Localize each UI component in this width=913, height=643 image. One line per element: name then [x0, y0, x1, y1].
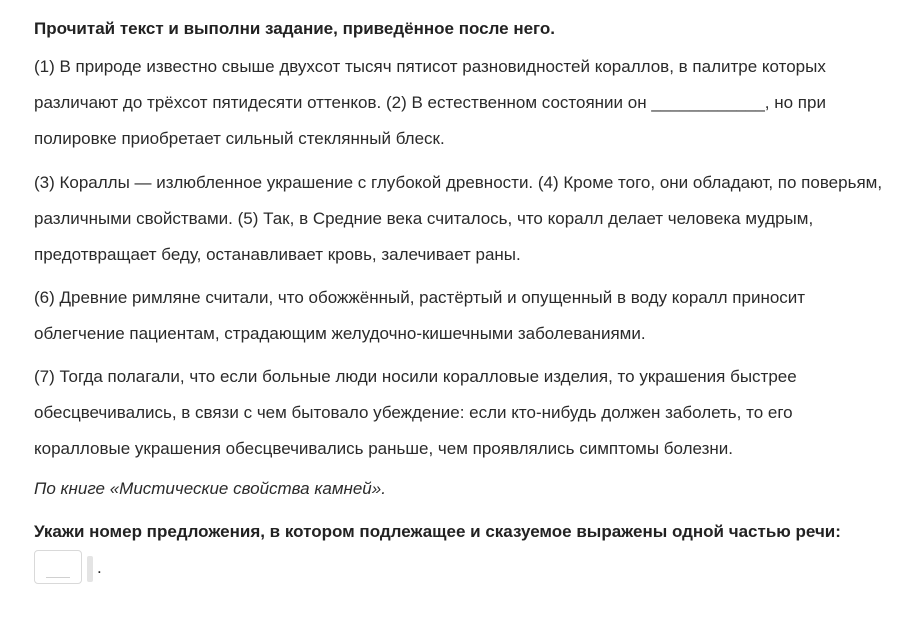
answer-underline	[46, 577, 70, 578]
text-source: По книге «Мистические свойства камней».	[34, 479, 386, 498]
task-content	[34, 14, 884, 587]
text-paragraph-2: (3) Кораллы — излюбленное украшение с глубокой древности. (4) Кроме того, они обладают, по поверьям, различными свойствами. (5) Так, в Средние века считалось, что коралл делает человека мудрым, предотвращает беду, останавливает кровь, залечивает раны.	[34, 173, 883, 264]
answer-resize-handle	[87, 556, 93, 582]
text-paragraph-4: (7) Тогда полагали, что если больные люди носили коралловые изделия, то украшения быстрее обесцвечивались, в связи с чем бытовало убеждение: если кто-нибудь должен заболеть, то его коралловые украшения обесцвечивались раньше, чем проявлялись симптомы болезни.	[34, 367, 797, 458]
question-block	[34, 514, 884, 587]
text-paragraph-1: (1) В природе известно свыше двухсот тысяч пятисот разновидностей кораллов, в палитре которых различают до трёхсот пятидесяти оттенков. (2) В естественном состоянии он ____________, но при полировке приобретает сильный стеклянный блеск.	[34, 57, 826, 148]
question-label: Укажи номер предложения, в котором подлежащее и сказуемое выражены одной частью речи:	[34, 522, 841, 541]
text-paragraph-3: (6) Древние римляне считали, что обожжённый, растёртый и опущенный в воду коралл приносит облегчение пациентам, страдающим желудочно-кишечными заболеваниями.	[34, 288, 806, 343]
task-title: Прочитай текст и выполни задание, приведённое после него.	[34, 19, 556, 38]
answer-field-wrapper	[34, 549, 82, 585]
question-trailing-period: .	[97, 558, 102, 577]
answer-input[interactable]	[34, 550, 82, 584]
